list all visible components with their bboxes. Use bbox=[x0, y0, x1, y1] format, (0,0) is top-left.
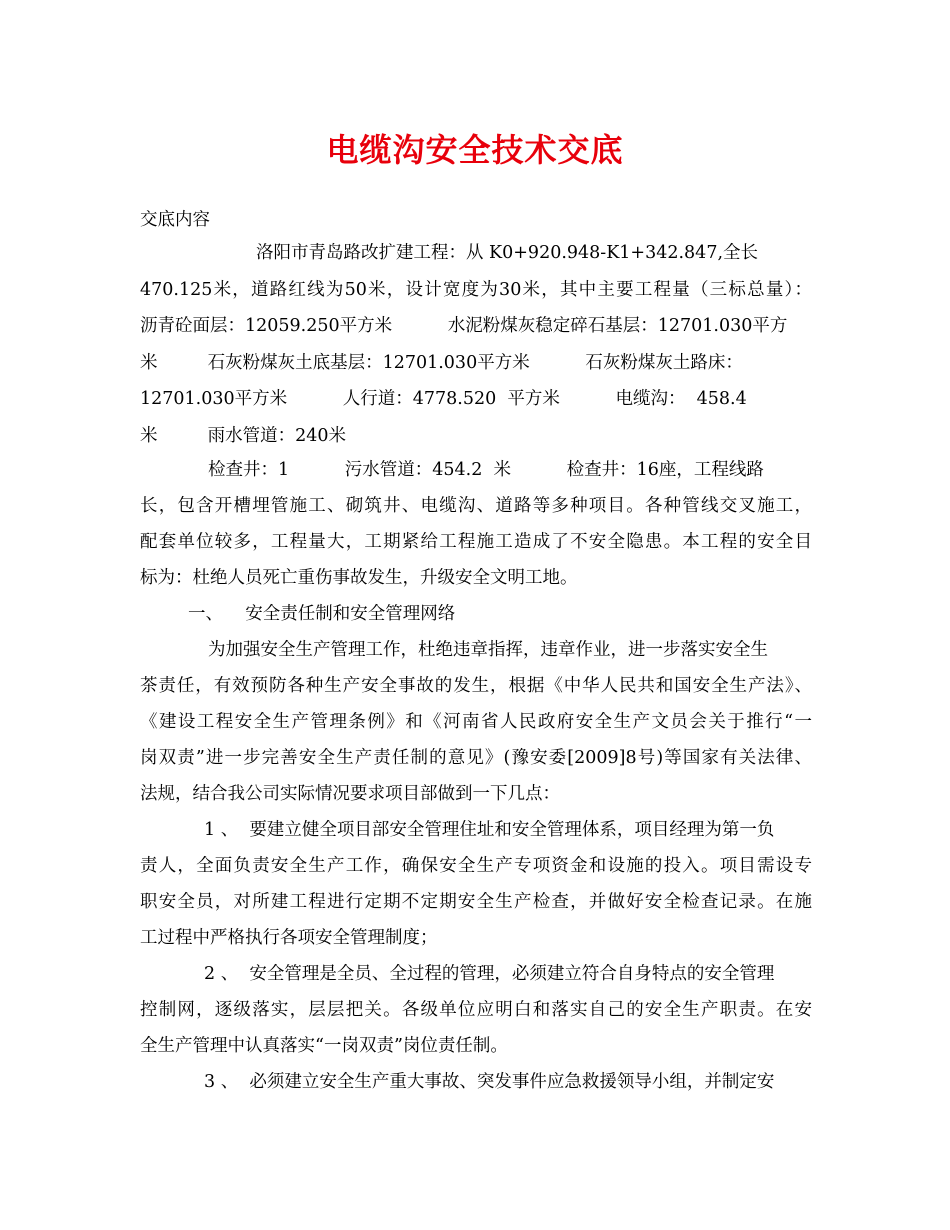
paragraph-line: 洛阳市青岛路改扩建工程：从 K0+920.948-K1+342.847,全长 bbox=[256, 243, 759, 263]
paragraph-line: 长，包含开槽埋管施工、砌筑井、电缆沟、道路等多种项目。各种管线交叉施工， bbox=[140, 496, 812, 516]
section-label: 交底内容 bbox=[140, 210, 210, 230]
paragraph-line: 12701.030平方米 人行道：4778.520 平方米 电缆沟： 458.4 bbox=[140, 389, 747, 409]
paragraph-line: 检查井：1 污水管道：454.2 米 检查井：16座，工程线路 bbox=[208, 460, 764, 480]
paragraph-line: 工过程中严格执行各项安全管理制度； bbox=[140, 928, 438, 948]
list-item: 2 、 安全管理是全员、全过程的管理，必须建立符合自身特点的安全管理 bbox=[204, 964, 775, 984]
paragraph-line: 沥青砼面层：12059.250平方米 水泥粉煤灰稳定碎石基层：12701.030平方 bbox=[140, 316, 788, 336]
list-item: 3 、 必须建立安全生产重大事故、突发事件应急救援领导小组，并制定安 bbox=[204, 1072, 775, 1092]
paragraph-line: 控制网，逐级落实，层层把关。各级单位应明白和落实自己的安全生产职责。在安 bbox=[140, 1000, 812, 1020]
paragraph-line: 为加强安全生产管理工作，杜绝违章指挥，违章作业，进一步落实安全生 bbox=[208, 640, 768, 660]
paragraph-line: 米 雨水管道：240米 bbox=[140, 426, 346, 446]
paragraph-line: 标为：杜绝人员死亡重伤事故发生，升级安全文明工地。 bbox=[140, 568, 578, 588]
paragraph-line: 全生产管理中认真落实“一岗双责”岗位责任制。 bbox=[140, 1036, 508, 1056]
paragraph-line: 责人，全面负责安全生产工作，确保安全生产专项资金和设施的投入。项目需设专 bbox=[140, 856, 812, 876]
paragraph-line: 470.125米，道路红线为50米，设计宽度为30米，其中主要工程量（三标总量）： bbox=[140, 280, 812, 300]
paragraph-line: 《建设工程安全生产管理条例》和《河南省人民政府安全生产文员会关于推行“一 bbox=[140, 712, 812, 732]
section-heading: 一、 安全责任制和安全管理网络 bbox=[188, 604, 456, 624]
paragraph-line: 米 石灰粉煤灰土底基层：12701.030平方米 石灰粉煤灰土路床： bbox=[140, 353, 743, 373]
document-title: 电缆沟安全技术交底 bbox=[326, 131, 624, 169]
paragraph-line: 配套单位较多，工程量大，工期紧给工程施工造成了不安全隐患。本工程的安全目 bbox=[140, 532, 812, 552]
list-item: 1 、 要建立健全项目部安全管理住址和安全管理体系，项目经理为第一负 bbox=[204, 820, 775, 840]
paragraph-line: 茶责任，有效预防各种生产安全事故的发生，根据《中华人民共和国安全生产法》、 bbox=[140, 676, 812, 696]
paragraph-line: 岗双责”进一步完善安全生产责任制的意见》(豫安委[2009]8号)等国家有关法律、 bbox=[140, 748, 812, 768]
paragraph-line: 职安全员，对所建工程进行定期不定期安全生产检查，并做好安全检查记录。在施 bbox=[140, 892, 812, 912]
paragraph-line: 法规，结合我公司实际情况要求项目部做到一下几点： bbox=[140, 784, 560, 804]
